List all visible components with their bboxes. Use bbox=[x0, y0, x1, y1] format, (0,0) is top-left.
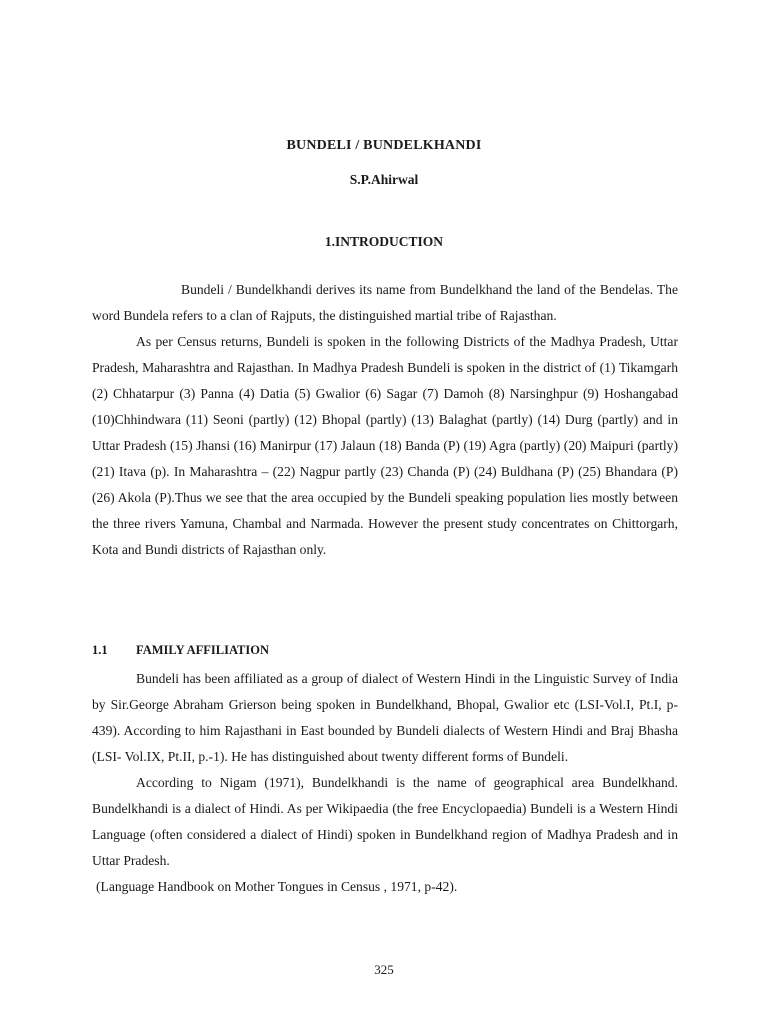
family-affiliation-body bbox=[92, 666, 678, 900]
subsection-heading bbox=[92, 641, 269, 659]
document-title: BUNDELI / BUNDELKHANDI bbox=[286, 138, 482, 153]
paragraph: According to Nigam (1971), Bundelkhandi is the name of geographical area Bundelkhand. Bundelkhandi is a dialect of Hindi. As per Wikipaedia (the free Encyclopaedia) Bundeli is a Western Hindi Language (often considered a dialect of Hindi) spoken in Bundelkhand region of Madhya Pradesh and in Uttar Pradesh. bbox=[92, 775, 678, 868]
subsection-title: FAMILY AFFILIATION bbox=[136, 643, 270, 657]
section-heading: 1.INTRODUCTION bbox=[324, 234, 444, 249]
author-name: S.P.Ahirwal bbox=[349, 172, 419, 187]
paragraph: As per Census returns, Bundeli is spoken in the following Districts of the Madhya Pradesh, Uttar Pradesh, Maharashtra and Rajasthan. In Madhya Pradesh Bundeli is spoken in the district of (1) Tikamgarh (2) Chhatarpur (3) Panna (4) Datia (5) Gwalior (6) Sagar (7) Damoh (8) Narsinghpur (9) Hoshangabad (10)Chhindwara (11) Seoni (partly) (12) Bhopal (partly) (13) Balaghat (partly) (14) Durg (partly) and in Uttar Pradesh (15) Jhansi (16) Manirpur (17) Jalaun (18) Banda (P) (19) Agra (partly) (20) Maipuri (partly) (21) Itava (p). In Maharashtra – (22) Nagpur partly (23) Chanda (P) (24) Buldhana (P) (25) Bhandara (P) (26) Akola (P).Thus we see that the area occupied by the Bundeli speaking population lies mostly between the three rivers Yamuna, Chambal and Narmada. However the present study concentrates on Chittorgarh, Kota and Bundi districts of Rajasthan only. bbox=[92, 334, 678, 557]
page-number: 325 bbox=[374, 962, 394, 977]
reference-line: (Language Handbook on Mother Tongues in Census , 1971, p-42). bbox=[96, 879, 458, 894]
paragraph: Bundeli has been affiliated as a group of dialect of Western Hindi in the Linguistic Survey of India by Sir.George Abraham Grierson being spoken in Bundelkhand, Bhopal, Gwalior etc (LSI-Vol.I, Pt.I, p-439). According to him Rajasthani in East bounded by Bundeli dialects of Western Hindi and Braj Bhasha (LSI- Vol.IX, Pt.II, p.-1). He has distinguished about twenty different forms of Bundeli. bbox=[92, 671, 678, 764]
subsection-number: 1.1 bbox=[92, 643, 108, 657]
introduction-body bbox=[92, 277, 678, 563]
paragraph: Bundeli / Bundelkhandi derives its name from Bundelkhand the land of the Bendelas. The word Bundela refers to a clan of Rajputs, the distinguished martial tribe of Rajasthan. bbox=[92, 282, 678, 323]
